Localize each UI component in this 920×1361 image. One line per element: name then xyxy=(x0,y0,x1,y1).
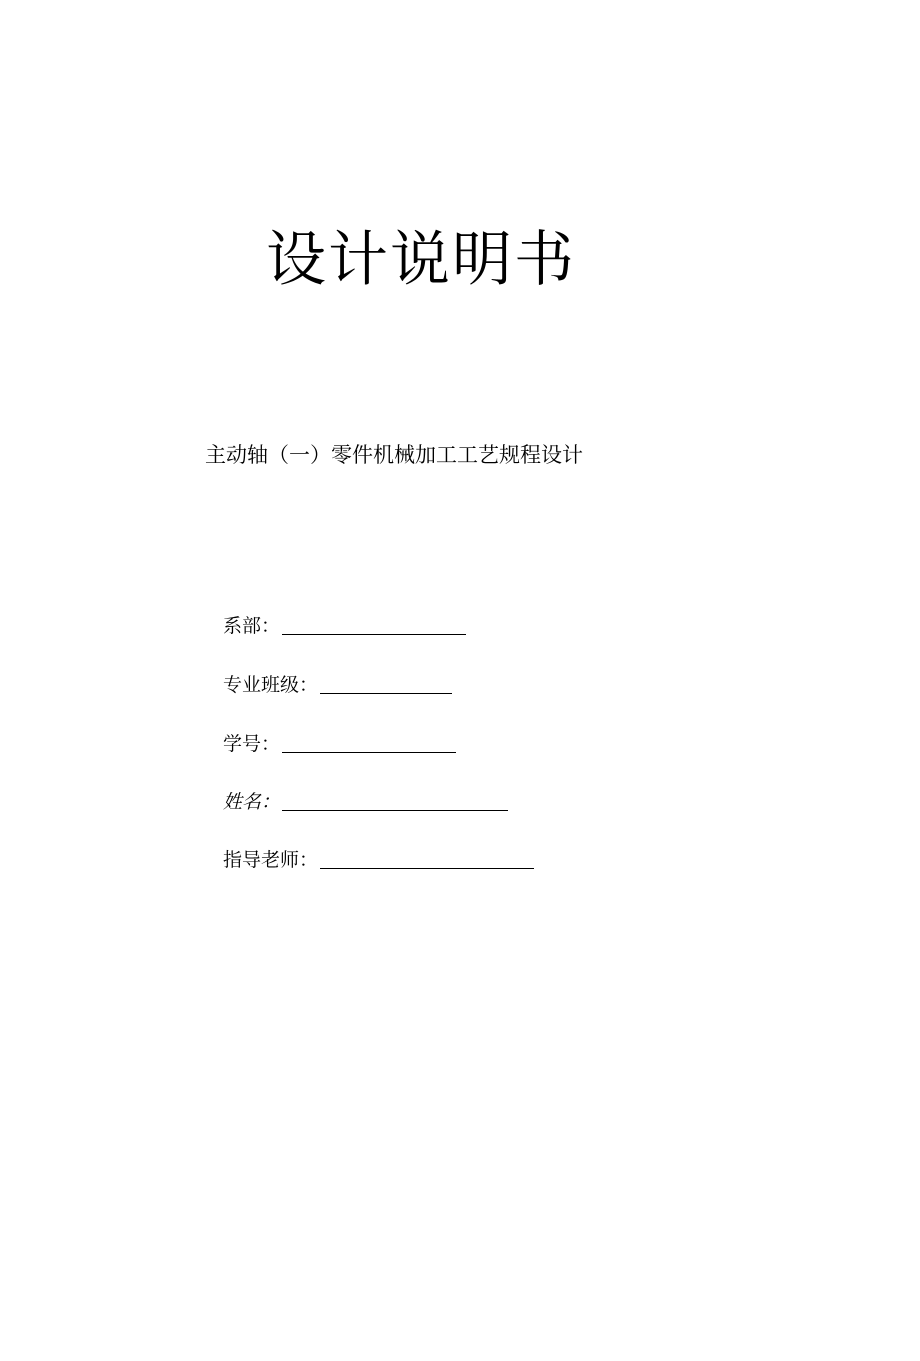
name-label: 姓名： xyxy=(223,791,281,813)
advisor-label: 指导老师： xyxy=(223,849,319,871)
advisor-field xyxy=(223,845,534,873)
major-class-field xyxy=(223,670,452,698)
major-class-blank-line[interactable] xyxy=(320,675,452,694)
student-id-label: 学号： xyxy=(223,733,281,755)
name-blank-line[interactable] xyxy=(282,792,508,811)
department-label: 系部： xyxy=(223,615,281,637)
document-subtitle: 主动轴（一）零件机械加工工艺规程设计 xyxy=(205,443,583,467)
student-id-blank-line[interactable] xyxy=(282,734,456,753)
advisor-blank-line[interactable] xyxy=(320,850,534,869)
department-field xyxy=(223,611,466,639)
document-title: 设计说明书 xyxy=(266,225,576,295)
major-class-label: 专业班级： xyxy=(223,674,319,696)
department-blank-line[interactable] xyxy=(282,616,466,635)
student-id-field xyxy=(223,729,456,757)
name-field xyxy=(223,787,508,815)
